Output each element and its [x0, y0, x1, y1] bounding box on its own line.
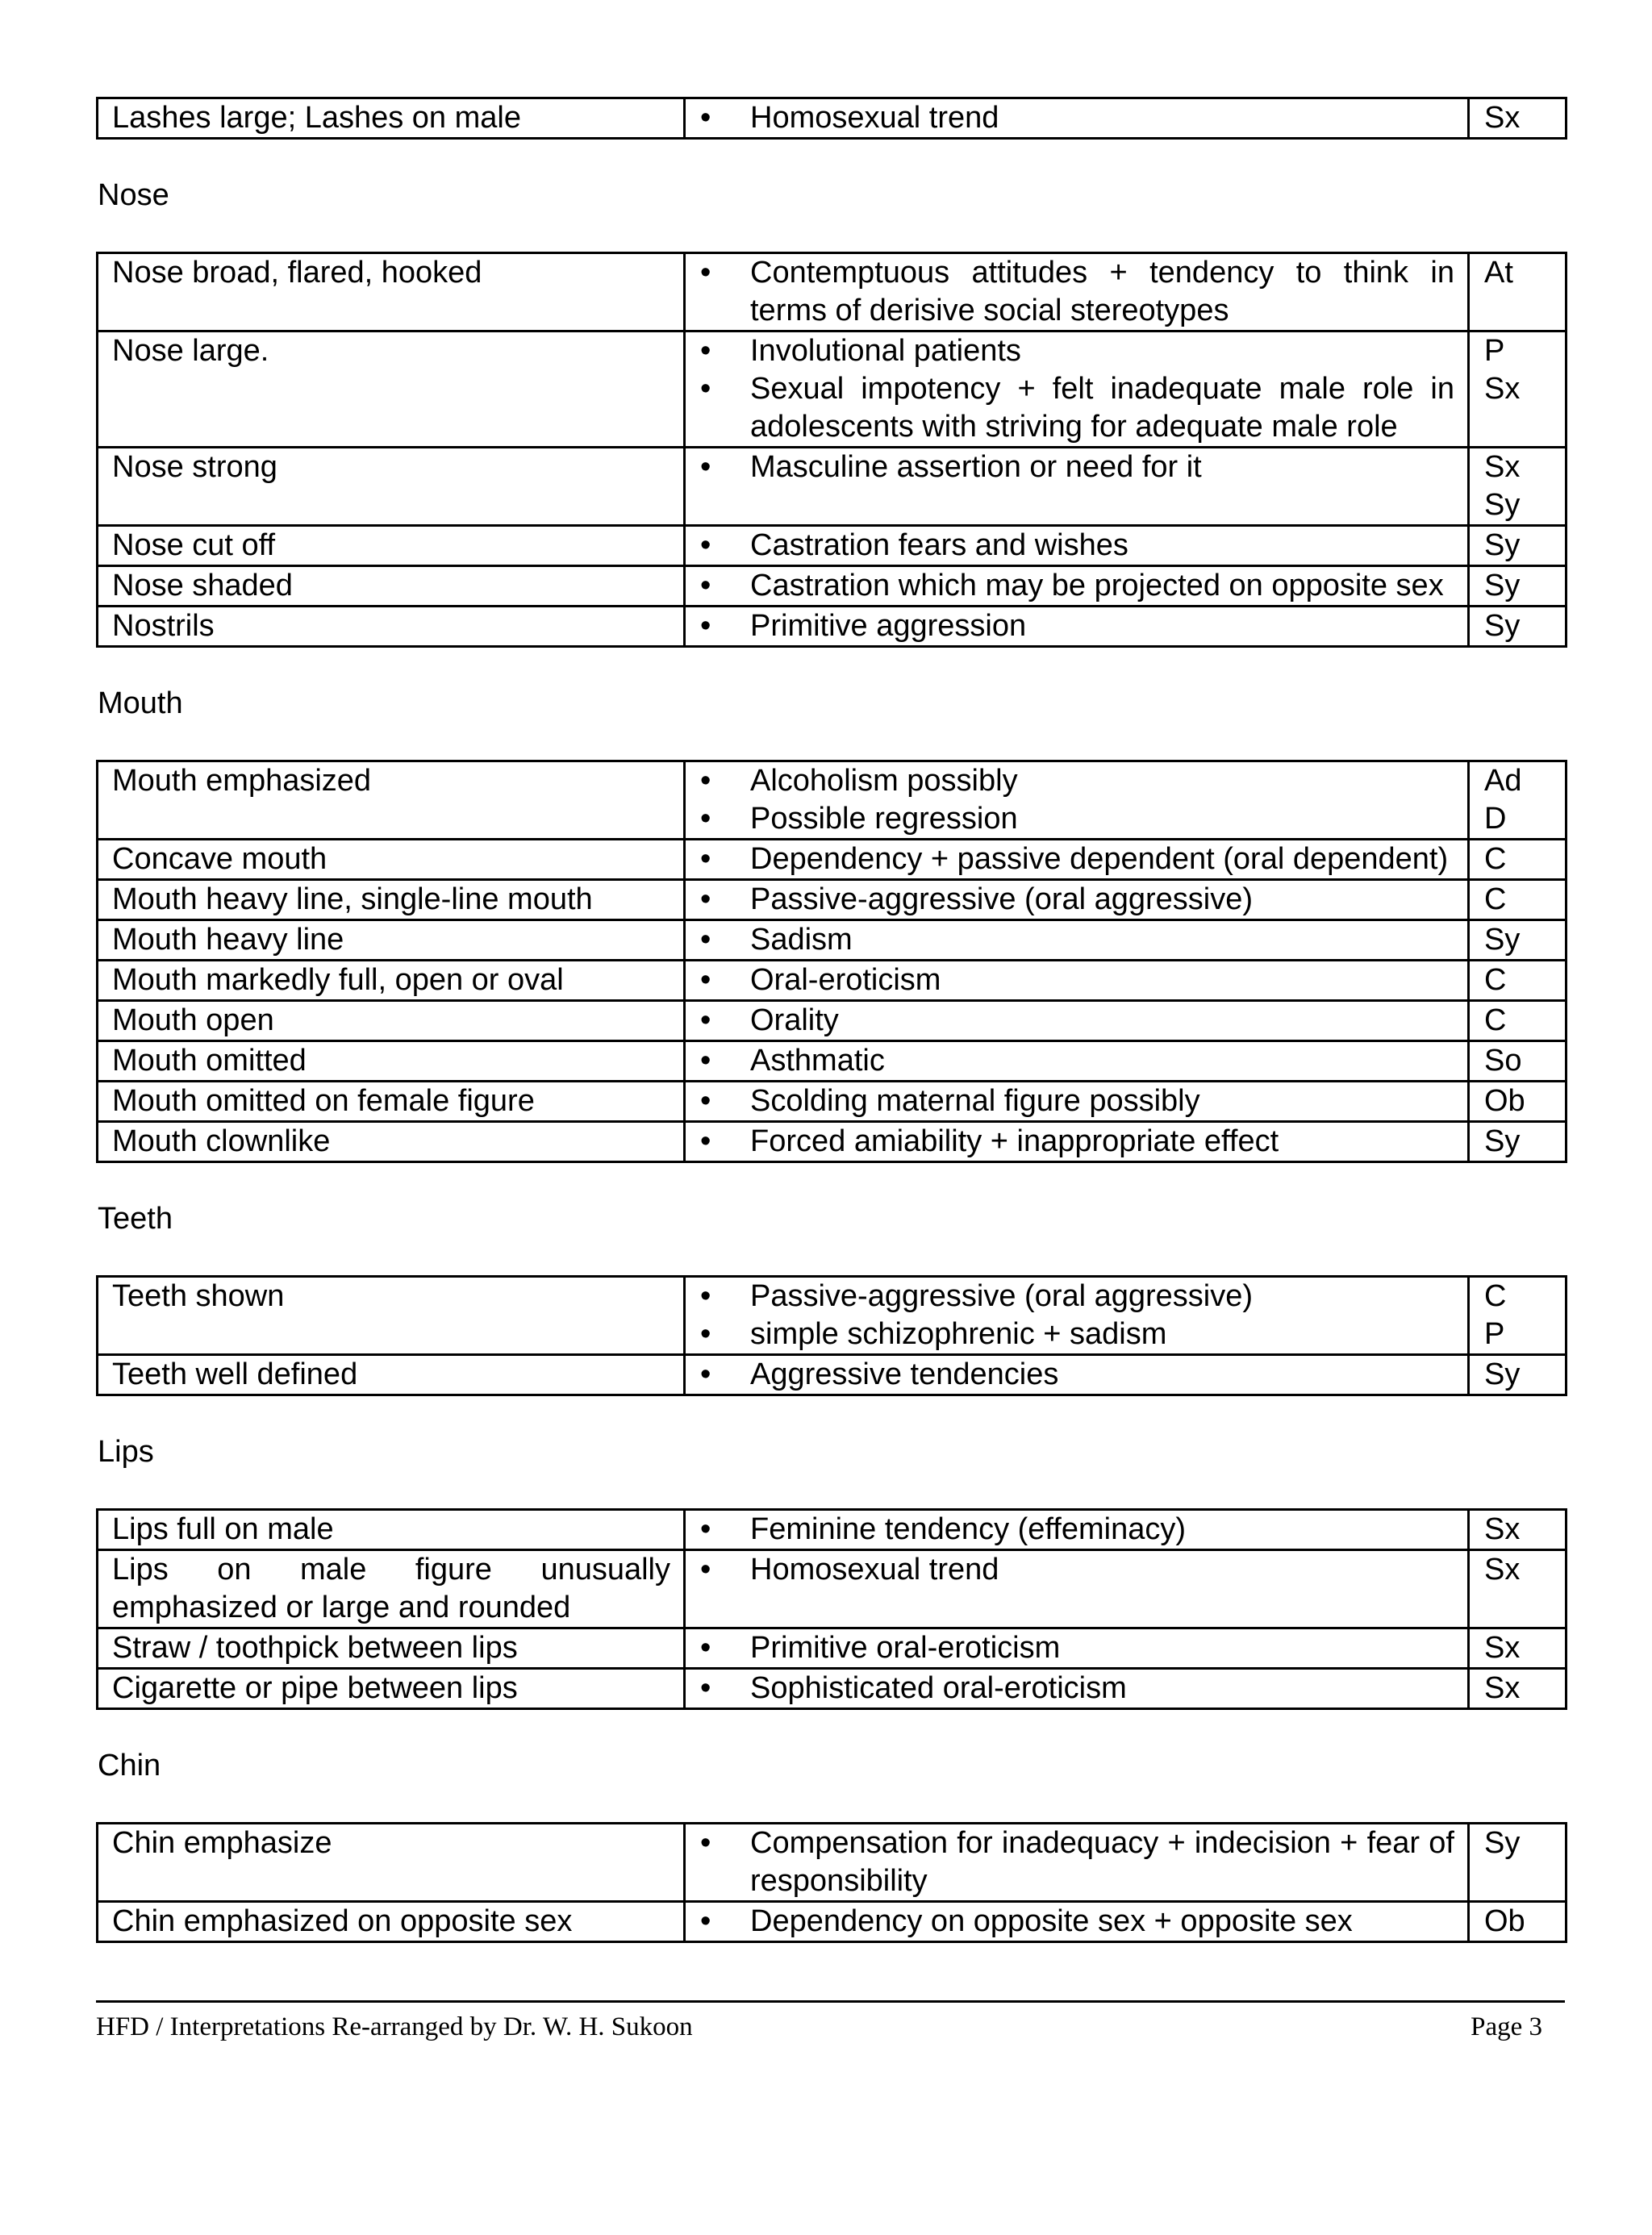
interpretation-cell [685, 331, 1469, 448]
code-cell [1469, 1510, 1566, 1550]
page-footer [96, 2000, 1565, 2043]
interpretation-cell [685, 1082, 1469, 1122]
interpretation-cell [685, 920, 1469, 961]
feature-text: Teeth well defined [112, 1357, 358, 1391]
feature-cell [98, 1001, 685, 1041]
table-row [98, 1824, 1566, 1902]
feature-text: Mouth clownlike [112, 1124, 331, 1158]
feature-text: Nose cut off [112, 528, 276, 562]
table-teeth [96, 1275, 1567, 1396]
interpretation-cell [685, 1122, 1469, 1162]
feature-cell [98, 253, 685, 331]
code-cell [1469, 961, 1566, 1001]
table-row [98, 840, 1566, 880]
interpretation-cell [685, 880, 1469, 920]
feature-text: Teeth shown [112, 1279, 285, 1313]
interpretation-item: • Sadism [700, 921, 1454, 959]
interpretation-list [700, 1670, 1454, 1708]
section-title-mouth: Mouth [98, 686, 183, 720]
interpretation-item: • Homosexual trend [700, 99, 1454, 137]
feature-text: Chin emphasized on opposite sex [112, 1904, 573, 1938]
interpretation-item: • simple schizophrenic + sadism [700, 1316, 1454, 1353]
table-row [98, 607, 1566, 647]
table-lips [96, 1508, 1567, 1710]
table-body [98, 98, 1566, 139]
code-cell [1469, 1902, 1566, 1942]
interpretation-item: • Possible regression [700, 800, 1454, 838]
feature-cell [98, 1082, 685, 1122]
code-cell [1469, 1628, 1566, 1669]
interpretation-cell [685, 1001, 1469, 1041]
feature-cell [98, 331, 685, 448]
category-code: Sy [1484, 1826, 1521, 1860]
interpretation-cell [685, 1902, 1469, 1942]
interpretation-cell [685, 1669, 1469, 1709]
table-row [98, 253, 1566, 331]
feature-cell [98, 1628, 685, 1669]
code-cell [1469, 1669, 1566, 1709]
interpretation-list [700, 1551, 1454, 1589]
code-cell [1469, 98, 1566, 139]
category-code: C [1484, 1279, 1507, 1313]
feature-text: Mouth emphasized [112, 764, 372, 798]
section-title-chin: Chin [98, 1749, 161, 1783]
interpretation-list [700, 881, 1454, 919]
interpretation-list [700, 961, 1454, 999]
category-code: Sy [1484, 528, 1521, 562]
feature-cell [98, 840, 685, 880]
code-cell [1469, 880, 1566, 920]
table-row [98, 1122, 1566, 1162]
table-mouth [96, 760, 1567, 1163]
category-code: Sx [1484, 1512, 1521, 1546]
table-row [98, 880, 1566, 920]
interpretation-item: • Sexual impotency + felt inadequate male role in adolescents with striving for adequate male role [700, 370, 1454, 446]
feature-text: Nostrils [112, 609, 215, 643]
table-nose [96, 252, 1567, 648]
interpretation-item: • Castration fears and wishes [700, 527, 1454, 565]
category-code: Sx [1484, 1671, 1521, 1705]
code-cell [1469, 331, 1566, 448]
code-cell [1469, 1001, 1566, 1041]
interpretation-item: • Scolding maternal figure possibly [700, 1082, 1454, 1120]
interpretation-cell [685, 1510, 1469, 1550]
table-body [98, 1510, 1566, 1709]
interpretation-cell [685, 1628, 1469, 1669]
table-row [98, 448, 1566, 526]
feature-text: Lips full on male [112, 1512, 334, 1546]
table-row [98, 98, 1566, 139]
category-code: Ad [1484, 764, 1522, 798]
code-cell [1469, 761, 1566, 840]
interpretation-item: • Passive-aggressive (oral aggressive) [700, 1278, 1454, 1316]
interpretation-list [700, 527, 1454, 565]
code-cell [1469, 1824, 1566, 1902]
feature-text: Nose broad, flared, hooked [112, 256, 482, 290]
interpretation-item: • Masculine assertion or need for it [700, 448, 1454, 486]
interpretation-cell [685, 1824, 1469, 1902]
interpretation-item: • Asthmatic [700, 1042, 1454, 1080]
category-code: Sx [1484, 372, 1521, 406]
category-code: C [1484, 963, 1507, 997]
feature-cell [98, 1902, 685, 1942]
feature-text: Mouth heavy line, single-line mouth [112, 882, 593, 916]
interpretation-list [700, 1824, 1454, 1900]
feature-cell [98, 448, 685, 526]
category-code: Ob [1484, 1904, 1525, 1938]
table-row [98, 1001, 1566, 1041]
category-code: D [1484, 802, 1507, 836]
feature-cell [98, 1510, 685, 1550]
feature-text: Lips on male figure unusually emphasized or large and rounded [112, 1553, 670, 1624]
table-row [98, 761, 1566, 840]
interpretation-item: • Primitive aggression [700, 607, 1454, 645]
table-row [98, 1082, 1566, 1122]
footer-title: HFD / Interpretations Re-arranged by Dr. W. H. Sukoon [96, 2012, 693, 2041]
category-code: Sx [1484, 1553, 1521, 1587]
interpretation-item: • Castration which may be projected on opposite sex [700, 567, 1454, 605]
category-code: Sy [1484, 488, 1521, 522]
feature-cell [98, 1355, 685, 1395]
interpretation-list [700, 1629, 1454, 1667]
code-cell [1469, 1122, 1566, 1162]
interpretation-cell [685, 1041, 1469, 1082]
interpretation-item: • Passive-aggressive (oral aggressive) [700, 881, 1454, 919]
feature-text: Nose strong [112, 450, 277, 484]
interpretation-list [700, 1082, 1454, 1120]
interpretation-list [700, 1002, 1454, 1040]
category-code: P [1484, 334, 1505, 368]
code-cell [1469, 526, 1566, 566]
interpretation-item: • Orality [700, 1002, 1454, 1040]
category-code: Sy [1484, 609, 1521, 643]
section-title-lips: Lips [98, 1435, 154, 1469]
table-row [98, 1277, 1566, 1355]
category-code: C [1484, 1003, 1507, 1037]
category-code: Sy [1484, 569, 1521, 603]
category-code: C [1484, 882, 1507, 916]
table-row [98, 526, 1566, 566]
interpretation-item: • Dependency on opposite sex + opposite sex [700, 1903, 1454, 1941]
feature-text: Nose large. [112, 334, 269, 368]
table-top [96, 97, 1567, 140]
code-cell [1469, 1277, 1566, 1355]
interpretation-list [700, 1903, 1454, 1941]
category-code: Sx [1484, 450, 1521, 484]
table-row [98, 1041, 1566, 1082]
feature-cell [98, 1277, 685, 1355]
interpretation-cell [685, 1550, 1469, 1628]
feature-cell [98, 98, 685, 139]
interpretation-list [700, 99, 1454, 137]
section-title-nose: Nose [98, 178, 169, 212]
interpretation-list [700, 1123, 1454, 1161]
feature-cell [98, 1550, 685, 1628]
interpretation-item: • Contemptuous attitudes + tendency to think in terms of derisive social stereotypes [700, 254, 1454, 330]
feature-text: Chin emphasize [112, 1826, 332, 1860]
code-cell [1469, 1041, 1566, 1082]
feature-text: Lashes large; Lashes on male [112, 101, 521, 135]
feature-text: Cigarette or pipe between lips [112, 1671, 518, 1705]
interpretation-item: • Oral-eroticism [700, 961, 1454, 999]
feature-cell [98, 1669, 685, 1709]
code-cell [1469, 253, 1566, 331]
table-body [98, 1824, 1566, 1942]
interpretation-item: • Involutional patients [700, 332, 1454, 370]
interpretation-list [700, 254, 1454, 330]
interpretation-cell [685, 98, 1469, 139]
category-code: Sy [1484, 1124, 1521, 1158]
interpretation-list [700, 921, 1454, 959]
table-row [98, 1669, 1566, 1709]
code-cell [1469, 566, 1566, 607]
interpretation-list [700, 332, 1454, 446]
table-body [98, 1277, 1566, 1395]
interpretation-list [700, 1356, 1454, 1394]
interpretation-cell [685, 1277, 1469, 1355]
interpretation-item: • Compensation for inadequacy + indecision + fear of responsibility [700, 1824, 1454, 1900]
table-row [98, 1902, 1566, 1942]
feature-cell [98, 880, 685, 920]
interpretation-cell [685, 961, 1469, 1001]
interpretation-item: • Feminine tendency (effeminacy) [700, 1511, 1454, 1549]
feature-text: Mouth omitted [112, 1044, 307, 1078]
interpretation-list [700, 1042, 1454, 1080]
interpretation-list [700, 840, 1454, 878]
category-code: At [1484, 256, 1513, 290]
document-page [96, 97, 1565, 1943]
interpretation-item: • Primitive oral-eroticism [700, 1629, 1454, 1667]
feature-text: Straw / toothpick between lips [112, 1631, 518, 1665]
feature-text: Mouth omitted on female figure [112, 1084, 535, 1118]
table-row [98, 566, 1566, 607]
feature-cell [98, 1041, 685, 1082]
interpretation-item: • Sophisticated oral-eroticism [700, 1670, 1454, 1708]
code-cell [1469, 1550, 1566, 1628]
feature-text: Nose shaded [112, 569, 293, 603]
interpretation-list [700, 567, 1454, 605]
interpretation-cell [685, 566, 1469, 607]
table-row [98, 331, 1566, 448]
feature-text: Mouth heavy line [112, 923, 344, 957]
feature-text: Concave mouth [112, 842, 327, 876]
feature-cell [98, 920, 685, 961]
interpretation-cell [685, 840, 1469, 880]
category-code: Sy [1484, 923, 1521, 957]
code-cell [1469, 840, 1566, 880]
interpretation-list [700, 607, 1454, 645]
interpretation-cell [685, 253, 1469, 331]
interpretation-list [700, 762, 1454, 838]
interpretation-cell [685, 526, 1469, 566]
code-cell [1469, 607, 1566, 647]
feature-cell [98, 526, 685, 566]
table-row [98, 961, 1566, 1001]
interpretation-cell [685, 607, 1469, 647]
interpretation-cell [685, 1355, 1469, 1395]
table-row [98, 1355, 1566, 1395]
interpretation-item: • Dependency + passive dependent (oral dependent) [700, 840, 1454, 878]
interpretation-list [700, 1278, 1454, 1353]
table-row [98, 920, 1566, 961]
feature-text: Mouth open [112, 1003, 274, 1037]
feature-cell [98, 566, 685, 607]
interpretation-cell [685, 448, 1469, 526]
table-body [98, 253, 1566, 647]
feature-cell [98, 761, 685, 840]
category-code: Sx [1484, 101, 1521, 135]
feature-cell [98, 1122, 685, 1162]
interpretation-item: • Alcoholism possibly [700, 762, 1454, 800]
interpretation-cell [685, 761, 1469, 840]
interpretation-item: • Aggressive tendencies [700, 1356, 1454, 1394]
code-cell [1469, 920, 1566, 961]
code-cell [1469, 1082, 1566, 1122]
feature-cell [98, 961, 685, 1001]
category-code: So [1484, 1044, 1522, 1078]
feature-text: Mouth markedly full, open or oval [112, 963, 564, 997]
table-row [98, 1628, 1566, 1669]
feature-cell [98, 1824, 685, 1902]
section-title-teeth: Teeth [98, 1202, 173, 1236]
interpretation-list [700, 448, 1454, 486]
interpretation-list [700, 1511, 1454, 1549]
category-code: Ob [1484, 1084, 1525, 1118]
category-code: Sx [1484, 1631, 1521, 1665]
category-code: C [1484, 842, 1507, 876]
code-cell [1469, 1355, 1566, 1395]
feature-cell [98, 607, 685, 647]
code-cell [1469, 448, 1566, 526]
table-row [98, 1510, 1566, 1550]
page-number: Page 3 [1471, 2012, 1542, 2041]
interpretation-item: • Homosexual trend [700, 1551, 1454, 1589]
category-code: P [1484, 1317, 1505, 1351]
table-chin [96, 1822, 1567, 1943]
table-body [98, 761, 1566, 1162]
table-row [98, 1550, 1566, 1628]
interpretation-item: • Forced amiability + inappropriate effect [700, 1123, 1454, 1161]
category-code: Sy [1484, 1357, 1521, 1391]
